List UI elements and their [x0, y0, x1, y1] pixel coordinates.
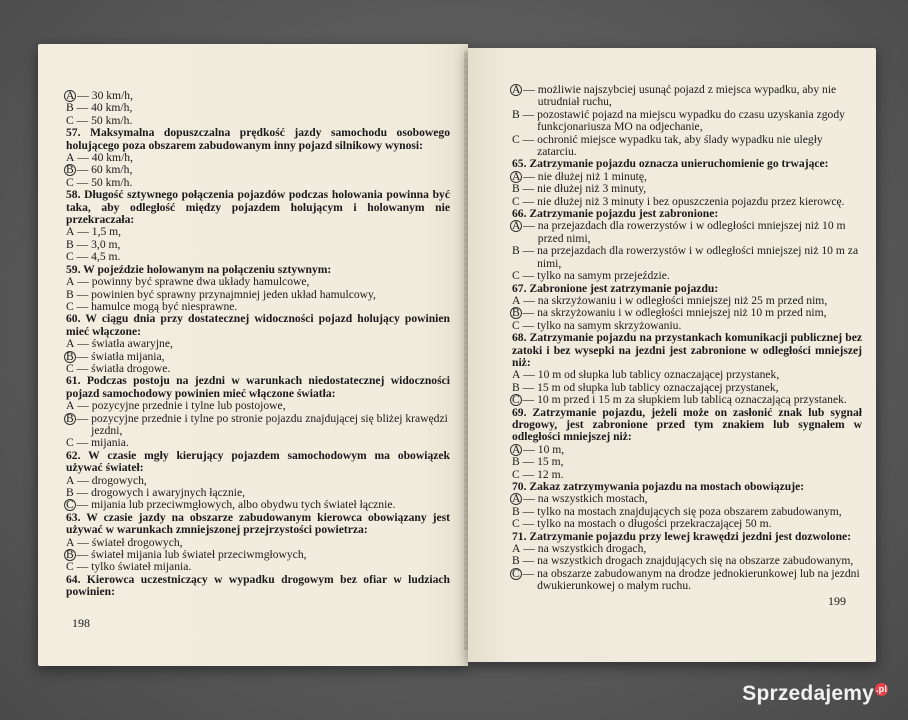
answer-letter: A: [512, 542, 521, 556]
answer-key: A —: [66, 225, 92, 239]
answer-text: na wszystkich drogach znajdujących się na obszarze zabudowanym,: [537, 554, 854, 568]
answer-key: A —: [66, 89, 92, 102]
answer-letter: C: [66, 299, 74, 313]
answer-letter: B: [66, 287, 74, 301]
right-page: [468, 48, 876, 662]
answer-key: B —: [66, 163, 92, 177]
answer-key: B —: [66, 548, 92, 562]
answer-text: możliwie najszybciej usunąć pojazd z miejsca wypadku, aby nie utrudniał ruchu,: [537, 83, 837, 109]
answer-key: A —: [512, 219, 538, 233]
answer-letter: A: [66, 275, 75, 289]
answer-text: nie dłużej niż 3 minuty,: [537, 182, 647, 196]
answer-text: 10 m,: [537, 442, 565, 456]
answer-text: powinien być sprawny przynajmniej jeden układ hamulcowy,: [91, 287, 376, 301]
question-text: 60. W ciągu dnia przy dostatecznej widoczności pojazd holujący powinien mieć włączone:: [66, 312, 450, 338]
answer-option: [512, 245, 862, 270]
answer-letter: C: [66, 361, 74, 375]
answer-text: nie dłużej niż 1 minutę,: [537, 169, 647, 183]
answer-key: B —: [512, 107, 538, 121]
left-page-text: [66, 90, 450, 599]
circled-answer-mark: A: [512, 219, 521, 233]
question-text: 64. Kierowca uczestniczący w wypadku drogowym bez ofiar w ludziach powinien:: [66, 572, 450, 599]
answer-letter: A: [66, 399, 75, 413]
answer-letter: B: [512, 107, 520, 121]
answer-key: A —: [66, 337, 92, 351]
answer-letter: C: [512, 194, 520, 208]
answer-text: hamulce mogą być niesprawne.: [91, 299, 238, 313]
page-number-left: 198: [72, 616, 90, 630]
answer-text: 4,5 m.: [91, 250, 121, 264]
answer-option: [66, 251, 450, 263]
answer-text: 15 m od słupka lub tablicy oznaczającej przystanek,: [537, 380, 779, 394]
answer-text: tylko na samym skrzyżowaniu.: [537, 318, 682, 332]
answer-key: C —: [512, 132, 538, 146]
answer-text: na wszystkich mostach,: [537, 492, 648, 506]
answer-option: [512, 220, 862, 245]
answer-key: C —: [66, 175, 92, 189]
answer-letter: B: [512, 182, 520, 196]
answer-option: [66, 102, 450, 114]
answer-option: [512, 369, 862, 381]
answer-letter: C: [66, 113, 74, 127]
answer-key: C —: [66, 436, 92, 450]
answer-text: 1,5 m,: [91, 225, 122, 239]
answer-option: [66, 400, 450, 412]
answer-letter: C: [512, 517, 520, 531]
answer-letter: C: [66, 560, 74, 574]
answer-key: B —: [512, 455, 538, 469]
answer-key: C —: [512, 467, 538, 481]
answer-option: [512, 518, 862, 530]
answer-key: B —: [512, 380, 538, 394]
circled-answer-mark: A: [512, 169, 521, 183]
answer-text: 12 m.: [537, 467, 564, 481]
question-text: 67. Zabronione jest zatrzymanie pojazdu:: [512, 281, 719, 295]
answer-letter: B: [512, 554, 520, 568]
circled-answer-mark: B: [66, 411, 74, 425]
answer-key: B —: [512, 504, 538, 518]
question-text: 62. W czasie mgły kierujący pojazdem samochodowym ma obowiązek używać świateł:: [66, 448, 450, 475]
circled-answer-mark: A: [512, 83, 521, 96]
answer-text: świateł drogowych,: [91, 535, 183, 549]
left-page: [38, 44, 468, 666]
answer-text: pozycyjne przednie i tylne lub postojowe,: [91, 399, 286, 413]
answer-letter: B: [66, 486, 74, 499]
question-text: 70. Zakaz zatrzymywania pojazdu na mostach obowiązuje:: [512, 480, 805, 493]
answer-option: [512, 394, 862, 406]
answer-text: tylko na mostach znajdujących się poza obszarem zabudowanym,: [537, 504, 842, 518]
answer-key: C —: [512, 194, 538, 208]
answer-key: A —: [512, 368, 538, 382]
answer-text: na przejazdach dla rowerzystów i w odległości mniejszej niż 10 m za nimi,: [537, 244, 859, 270]
answer-key: C —: [512, 269, 538, 283]
answer-text: 60 km/h,: [91, 163, 133, 177]
answer-option: [512, 444, 862, 456]
circled-answer-mark: C: [512, 393, 520, 407]
answer-key: C —: [66, 250, 92, 264]
question-text: 68. Zatrzymanie pojazdu na przystankach komunikacji publicznej bez zatoki i bez wysepki na jezdni jest zabronione w odległości mniejszej niż:: [512, 331, 862, 369]
question-text: 58. Długość sztywnego połączenia pojazdów podczas holowania powinna być taka, aby odległość między pojazdem holującym i holowanym nie przekraczała:: [66, 188, 450, 227]
answer-text: 10 m przed i 15 m za słupkiem lub tablicą oznaczającą przystanek.: [537, 393, 847, 407]
answer-letter: B: [512, 455, 520, 469]
answer-text: ochronić miejsce wypadku tak, aby ślady wypadku nie uległy zatarciu.: [537, 132, 823, 159]
answer-letter: A: [512, 293, 521, 307]
answer-option: [66, 276, 450, 288]
answer-option: [66, 413, 450, 438]
answer-text: powinny być sprawne dwa układy hamulcowe,: [91, 275, 310, 289]
answer-key: A —: [66, 275, 92, 289]
question-text: 71. Zatrzymanie pojazdu przy lewej krawędzi jezdni jest dozwolone:: [512, 529, 852, 543]
circled-answer-mark: C: [512, 566, 520, 580]
answer-letter: B: [66, 237, 74, 251]
answer-key: C —: [66, 113, 92, 127]
question-text: 63. W czasie jazdy na obszarze zabudowanym kierowca obowiązany jest używać w warunkach zmniejszonej przejrzystości powietrza:: [66, 510, 450, 537]
answer-option: [512, 84, 862, 109]
answer-text: 10 m od słupka lub tablicy oznaczającej przystanek,: [537, 368, 780, 382]
question-text: 57. Maksymalna dopuszczalna prędkość jazdy samochodu osobowego holującego poza obszarem zabudowanym inny pojazd silnikowy wynosi:: [66, 126, 450, 152]
answer-text: 30 km/h,: [91, 89, 133, 102]
answer-key: B —: [512, 244, 538, 258]
answer-text: 40 km/h,: [91, 151, 133, 165]
answer-key: B —: [66, 411, 92, 425]
answer-key: A —: [66, 473, 92, 487]
answer-key: C —: [66, 299, 92, 313]
answer-text: mijania lub przeciwmgłowych, albo obydwu tych świateł łącznie.: [91, 498, 396, 512]
answer-letter: C: [66, 436, 74, 450]
answer-option: [66, 239, 450, 251]
circled-answer-mark: A: [66, 89, 75, 102]
answer-text: świateł mijania lub świateł przeciwmgłowych,: [91, 548, 307, 562]
answer-option: [512, 270, 862, 282]
answer-key: C —: [66, 498, 92, 512]
answer-option: [66, 226, 450, 238]
answer-option: [512, 109, 862, 134]
answer-text: na przejazdach dla rowerzystów i w odległości mniejszej niż 10 m przed nimi,: [537, 219, 846, 245]
answer-text: drogowych,: [91, 473, 147, 487]
answer-letter: A: [66, 473, 75, 487]
answer-text: 50 km/h.: [91, 113, 133, 127]
answer-key: A —: [512, 293, 538, 307]
answer-option: [512, 456, 862, 468]
answer-letter: C: [512, 132, 520, 146]
answer-key: C —: [66, 361, 92, 375]
answer-letter: A: [512, 368, 521, 382]
answer-text: na skrzyżowaniu i w odległości mniejszej niż 10 m przed nim,: [537, 306, 827, 320]
answer-text: 50 km/h.: [91, 175, 133, 189]
answer-letter: B: [512, 380, 520, 394]
answer-key: C —: [512, 393, 538, 407]
answer-option: [66, 499, 450, 511]
answer-option: [66, 164, 450, 176]
answer-option: [512, 555, 862, 567]
answer-letter: B: [66, 101, 74, 115]
page-number-right: 199: [828, 594, 846, 608]
answer-text: mijania.: [91, 436, 129, 450]
answer-letter: C: [512, 318, 520, 332]
question-text: 59. W pojeździe holowanym na połączeniu sztywnym:: [66, 262, 332, 276]
answer-text: tylko świateł mijania.: [91, 560, 192, 574]
answer-letter: B: [512, 504, 520, 518]
answer-option: [512, 134, 862, 159]
circled-answer-mark: A: [512, 492, 521, 506]
watermark-logo: [742, 682, 888, 706]
answer-key: A —: [512, 492, 538, 506]
answer-option: [66, 437, 450, 449]
answer-key: A —: [512, 83, 538, 96]
answer-key: B —: [66, 486, 92, 499]
answer-option: [66, 338, 450, 350]
answer-text: światła awaryjne,: [91, 337, 173, 351]
answer-letter: C: [512, 467, 520, 481]
answer-option: [512, 307, 862, 319]
answer-text: drogowych i awaryjnych łącznie,: [91, 486, 246, 499]
answer-key: B —: [66, 287, 92, 301]
circled-answer-mark: C: [66, 498, 74, 512]
answer-text: na obszarze zabudowanym na drodze jednokierunkowej lub na jezdni dwukierunkowej o małym ruchu.: [537, 566, 860, 593]
answer-text: tylko na mostach o długości przekraczającej 50 m.: [537, 517, 772, 531]
answer-letter: A: [66, 225, 75, 239]
answer-letter: A: [66, 535, 75, 549]
answer-text: 3,0 m,: [91, 237, 121, 251]
answer-option: [66, 561, 450, 573]
answer-letter: C: [66, 175, 74, 189]
question-text: 66. Zatrzymanie pojazdu jest zabronione:: [512, 207, 719, 221]
answer-text: na skrzyżowaniu i w odległości mniejszej niż 25 m przed nim,: [537, 293, 828, 307]
answer-text: na wszystkich drogach,: [537, 542, 647, 556]
answer-key: B —: [66, 237, 92, 251]
answer-text: 15 m,: [537, 455, 564, 469]
circled-answer-mark: B: [512, 306, 520, 320]
answer-option: [512, 568, 862, 593]
answer-key: C —: [66, 560, 92, 574]
answer-key: B —: [66, 349, 92, 363]
answer-letter: B: [512, 244, 520, 258]
answer-text: pozycyjne przednie i tylne po stronie pojazdu znajdującej się bliżej krawędzi jezdni,: [91, 411, 448, 437]
circled-answer-mark: A: [512, 442, 521, 456]
answer-text: nie dłużej niż 3 minuty i bez opuszczenia pojazdu przez kierowcę.: [537, 194, 845, 208]
answer-key: A —: [66, 535, 92, 549]
answer-key: A —: [66, 151, 92, 165]
answer-key: A —: [512, 542, 538, 556]
answer-option: [512, 183, 862, 195]
circled-answer-mark: B: [66, 163, 74, 177]
answer-key: B —: [512, 554, 538, 568]
answer-letter: C: [66, 250, 74, 264]
right-page-text: [512, 84, 862, 593]
answer-key: B —: [66, 101, 92, 115]
answer-key: A —: [512, 442, 538, 456]
answer-key: B —: [512, 306, 538, 320]
answer-key: A —: [66, 399, 92, 413]
question-text: 65. Zatrzymanie pojazdu oznacza unieruchomienie go trwające:: [512, 157, 829, 171]
answer-text: pozostawić pojazd na miejscu wypadku do czasu uzyskania zgody funkcjonariusza MO na odjechanie,: [537, 107, 845, 134]
answer-text: światła mijania,: [91, 349, 165, 363]
answer-key: C —: [512, 517, 538, 531]
circled-answer-mark: B: [66, 349, 74, 363]
watermark-text: Sprzedajemy: [742, 682, 874, 705]
watermark-badge: .pl: [875, 684, 888, 694]
answer-key: C —: [512, 566, 538, 580]
answer-key: A —: [512, 169, 538, 183]
answer-text: światła drogowe.: [91, 361, 171, 375]
answer-letter: C: [512, 269, 520, 283]
answer-option: [512, 493, 862, 505]
question-text: 69. Zatrzymanie pojazdu, jeżeli może on zasłonić znak lub sygnał drogowy, jest zabronione przed tym znakiem lub sygnałem w odległości mniejszej niż:: [512, 405, 862, 444]
question-text: 61. Podczas postoju na jezdni w warunkach niedostatecznej widoczności pojazd samochodowy powinien mieć włączone światła:: [66, 374, 450, 400]
circled-answer-mark: B: [66, 548, 74, 562]
answer-letter: A: [66, 151, 75, 165]
answer-letter: A: [66, 337, 75, 351]
answer-text: 40 km/h,: [91, 101, 133, 115]
answer-key: C —: [512, 318, 538, 332]
answer-key: B —: [512, 182, 538, 196]
answer-text: tylko na samym przejeździe.: [537, 269, 670, 283]
